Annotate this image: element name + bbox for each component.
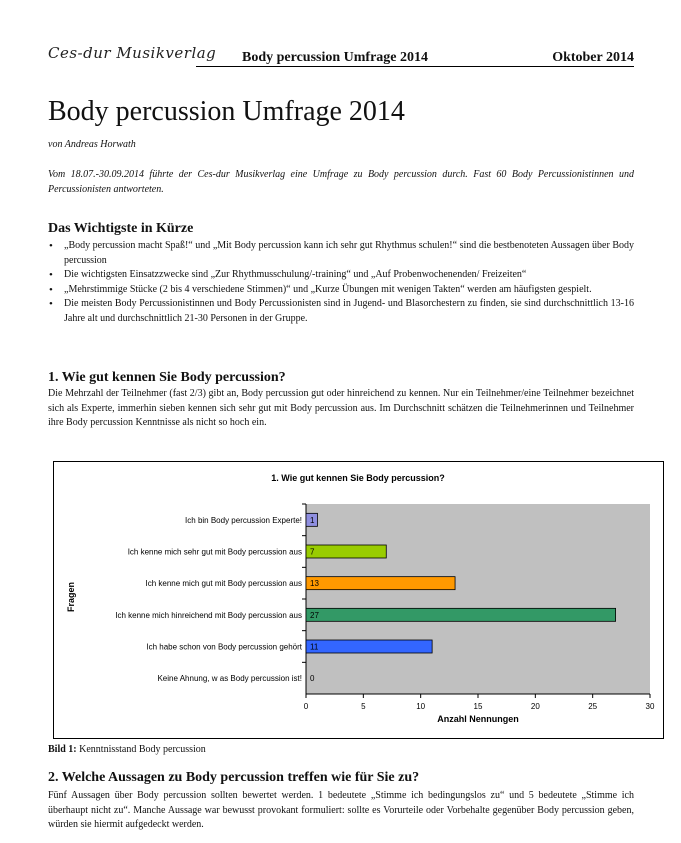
bar-value-label: 27 [310, 610, 319, 620]
category-label: Ich bin Body percussion Experte! [185, 515, 302, 525]
page-title: Body percussion Umfrage 2014 [48, 96, 405, 127]
section-text-q1: Die Mehrzahl der Teilnehmer (fast 2/3) gibt an, Body percussion gut oder hinreichend zu kennen. Nur ein Teilnehmer/eine Teilnehmer bezeichnet sich als Experte, immerhin sieben kennen sich sehr gut mit Body percussion aus. Im Durchschnitt schätzen die Teilnehmerinnen und Teilnehmer ihre Body percussion Kenntnisse als nicht so hoch ein. [48, 388, 634, 428]
bar-value-label: 13 [310, 579, 319, 589]
caption-label: Bild 1: [48, 744, 77, 755]
plot-area [306, 504, 650, 694]
chart-title: 1. Wie gut kennen Sie Body percussion? [271, 473, 445, 483]
x-axis-label: Anzahl Nennungen [437, 714, 519, 724]
bar-value-label: 1 [310, 515, 315, 525]
author-line: von Andreas Horwath [48, 139, 136, 150]
bar [306, 640, 432, 653]
publisher-logo: Ces-dur Musikverlag [48, 44, 217, 62]
x-tick-label: 0 [303, 702, 309, 711]
intro-paragraph: Vom 18.07.-30.09.2014 führte der Ces-dur Musikverlag eine Umfrage zu Body percussion durch. Fast 60 Body Percussionistinnen und Percussionisten antworteten. [48, 169, 634, 195]
summary-item: • „Body percussion macht Spaß!“ und „Mit Body percussion kann ich sehr gut Rhythmus schulen!“ sind die bestbenoteten Aussagen über Body percussion [48, 239, 634, 268]
bar-chart [54, 462, 663, 738]
summary-item: • „Mehrstimmige Stücke (2 bis 4 verschiedene Stimmen)“ und „Kurze Übungen mit wenigen Takten“ werden am häufigsten gespielt. [48, 283, 634, 298]
x-tick-label: 20 [530, 702, 540, 711]
x-tick-label: 10 [416, 702, 426, 711]
summary-item: • Die meisten Body Percussionistinnen und Body Percussionisten sind in Jugend- und Blasorchestern zu finden, sie sind durchschnittlich 13-16 Jahre alt und durchschnittlich 21-30 Personen in der Gruppe. [48, 297, 634, 326]
y-axis-label: Fragen [66, 581, 76, 613]
section-heading-q1: 1. Wie gut kennen Sie Body percussion? [48, 370, 286, 385]
x-tick-label: 25 [588, 702, 598, 711]
summary-list [48, 239, 634, 326]
header-date: Oktober 2014 [552, 50, 634, 65]
category-label: Ich kenne mich sehr gut mit Body percussion aus [127, 547, 302, 557]
category-label: Ich kenne mich hinreichend mit Body percussion aus [115, 610, 302, 620]
figure-caption [48, 744, 206, 755]
bar-value-label: 0 [310, 674, 315, 684]
section-heading-q2: 2. Welche Aussagen zu Body percussion treffen wie für Sie zu? [48, 770, 420, 785]
section-text-q2: Fünf Aussagen über Body percussion sollten bewertet werden. 1 bedeutete „Stimme ich bedingungslos zu“ und 5 bedeutete „Stimme ich überhaupt nicht zu“. Manche Aussage war bewusst provokant formuliert: sollte es Vorurteile oder Vorbehalte gegenüber Body percussion geben, würden sie hiermit aufgedeckt werden. [48, 790, 634, 830]
bar-value-label: 7 [310, 547, 315, 557]
x-tick-label: 30 [645, 702, 655, 711]
header-rule [196, 66, 634, 67]
x-tick-label: 15 [473, 702, 483, 711]
x-tick-label: 5 [361, 702, 366, 711]
bar [306, 577, 455, 590]
category-label: Keine Ahnung, w as Body percussion ist! [157, 674, 302, 684]
category-label: Ich kenne mich gut mit Body percussion aus [145, 579, 302, 589]
header-title: Body percussion Umfrage 2014 [242, 50, 429, 65]
category-label: Ich habe schon von Body percussion gehört [146, 642, 302, 652]
caption-text: Kenntnisstand Body percussion [79, 744, 206, 755]
bar [306, 545, 386, 558]
chart-frame [53, 461, 664, 739]
summary-item: • Die wichtigsten Einsatzzwecke sind „Zur Rhythmusschulung/-training“ und „Auf Probenwochenenden/ Freizeiten“ [48, 268, 634, 283]
summary-heading: Das Wichtigste in Kürze [48, 221, 194, 236]
bar-value-label: 11 [310, 642, 319, 652]
bar [306, 608, 616, 621]
